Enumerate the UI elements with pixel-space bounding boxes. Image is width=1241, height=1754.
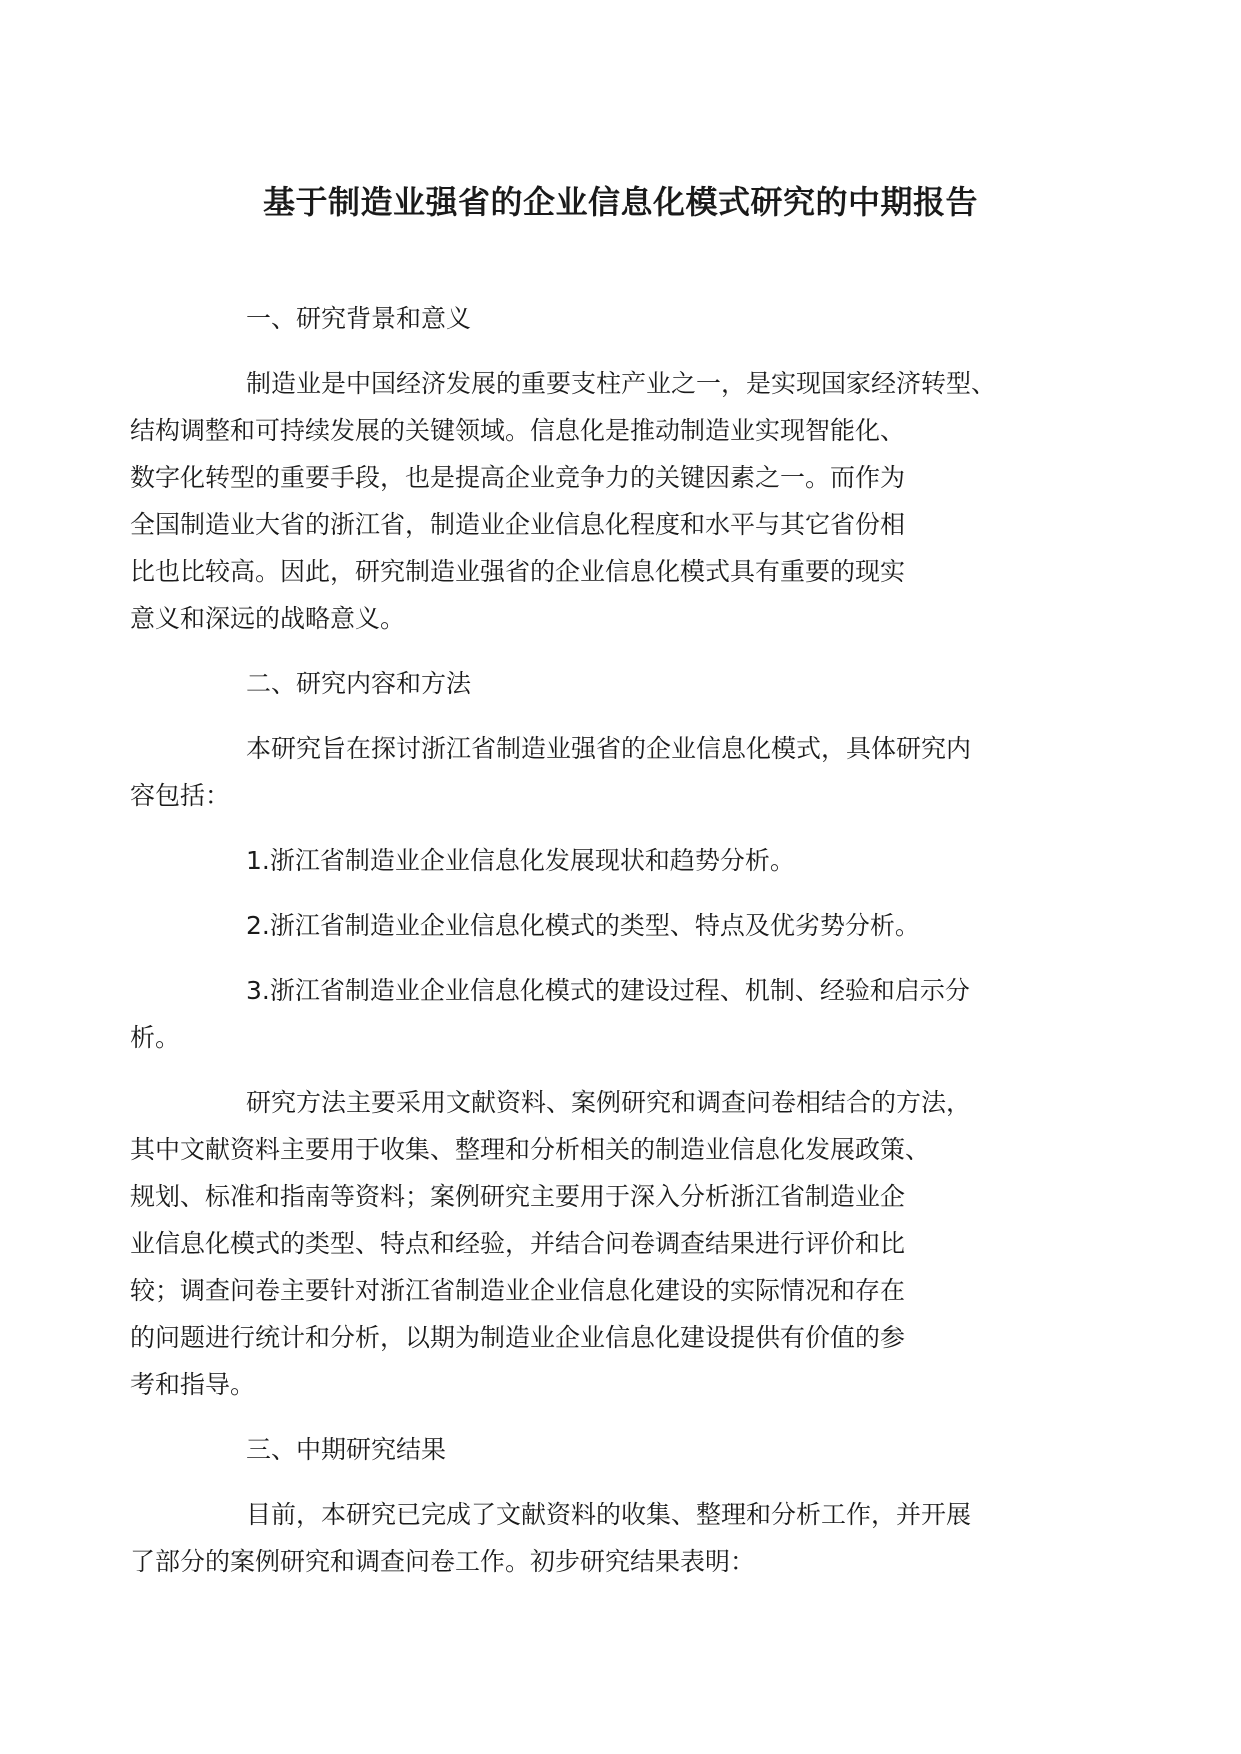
section-heading bbox=[188, 660, 1068, 707]
paragraph bbox=[188, 902, 1068, 949]
text-line: 数字化转型的重要手段，也是提高企业竞争力的关键因素之一。而作为 bbox=[130, 463, 906, 492]
text-line: 容包括： bbox=[130, 781, 231, 810]
text-line: 其中文献资料主要用于收集、整理和分析相关的制造业信息化发展政策、 bbox=[130, 1135, 931, 1164]
paragraph bbox=[130, 967, 1068, 1061]
text-line: 制造业是中国经济发展的重要支柱产业之一，是实现国家经济转型、 bbox=[246, 369, 997, 398]
text-line: 业信息化模式的类型、特点和经验，并结合问卷调查结果进行评价和比 bbox=[130, 1229, 906, 1258]
paragraph bbox=[130, 725, 1068, 819]
paragraph bbox=[130, 360, 1068, 642]
text-line: 本研究旨在探讨浙江省制造业强省的企业信息化模式，具体研究内 bbox=[246, 734, 972, 763]
text-line: 研究方法主要采用文献资料、案例研究和调查问卷相结合的方法， bbox=[246, 1088, 972, 1117]
text-line: 结构调整和可持续发展的关键领域。信息化是推动制造业实现智能化、 bbox=[130, 416, 906, 445]
text-line: 1.浙江省制造业企业信息化发展现状和趋势分析。 bbox=[246, 846, 795, 875]
document-body bbox=[130, 295, 1068, 1585]
text-line: 三、中期研究结果 bbox=[246, 1435, 447, 1464]
section-heading bbox=[188, 1426, 1068, 1473]
text-line: 二、研究内容和方法 bbox=[246, 669, 472, 698]
text-line: 一、研究背景和意义 bbox=[246, 304, 472, 333]
text-line: 意义和深远的战略意义。 bbox=[130, 604, 406, 633]
text-line: 考和指导。 bbox=[130, 1370, 256, 1399]
section-heading bbox=[188, 295, 1068, 342]
text-line: 比也比较高。因此，研究制造业强省的企业信息化模式具有重要的现实 bbox=[130, 557, 906, 586]
text-line: 目前，本研究已完成了文献资料的收集、整理和分析工作，并开展 bbox=[246, 1500, 972, 1529]
text-line: 较；调查问卷主要针对浙江省制造业企业信息化建设的实际情况和存在 bbox=[130, 1276, 906, 1305]
text-line: 2.浙江省制造业企业信息化模式的类型、特点及优劣势分析。 bbox=[246, 911, 920, 940]
text-line: 了部分的案例研究和调查问卷工作。初步研究结果表明： bbox=[130, 1547, 756, 1576]
text-line: 3.浙江省制造业企业信息化模式的建设过程、机制、经验和启示分 bbox=[246, 976, 970, 1005]
paragraph bbox=[188, 837, 1068, 884]
text-line: 规划、标准和指南等资料；案例研究主要用于深入分析浙江省制造业企 bbox=[130, 1182, 906, 1211]
text-line: 析。 bbox=[130, 1023, 181, 1052]
text-line: 全国制造业大省的浙江省，制造业企业信息化程度和水平与其它省份相 bbox=[130, 510, 906, 539]
document-title: 基于制造业强省的企业信息化模式研究的中期报告 bbox=[262, 183, 978, 221]
paragraph bbox=[130, 1079, 1068, 1408]
text-line: 的问题进行统计和分析，以期为制造业企业信息化建设提供有价值的参 bbox=[130, 1323, 906, 1352]
paragraph bbox=[130, 1491, 1068, 1585]
